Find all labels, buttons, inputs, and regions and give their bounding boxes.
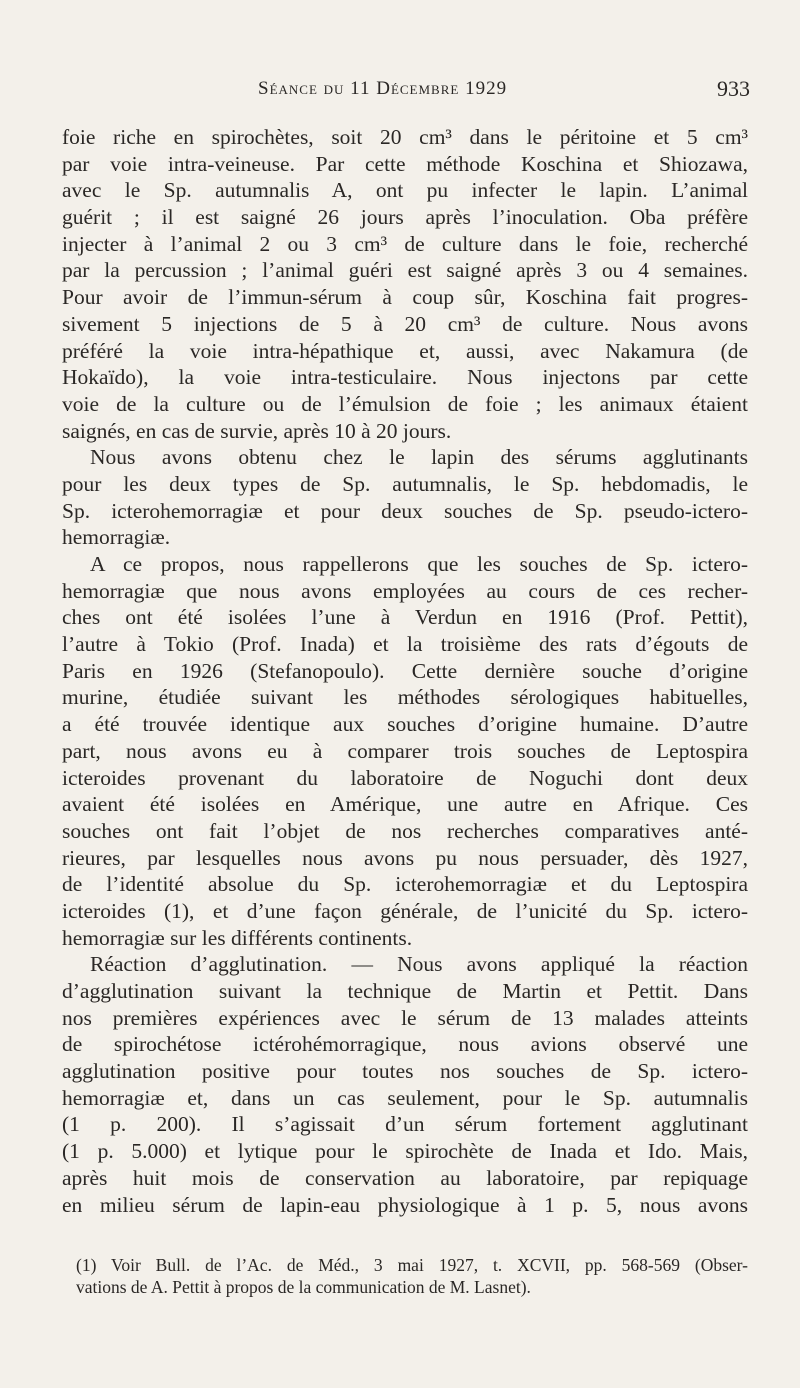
text-line: saignés, en cas de survie, après 10 à 20 jours. — [62, 418, 452, 443]
footnote-line: (1) Voir Bull. de l’Ac. de Méd., 3 mai 1927, t. XCVII, pp. 568-569 (Obser- — [76, 1255, 748, 1275]
footnote-line: vations de A. Pettit à propos de la communication de M. Lasnet). — [76, 1277, 531, 1297]
text-line: par la percussion ; l’animal guéri est saigné après 3 ou 4 semaines. — [62, 258, 748, 283]
text-line: sivement 5 injections de 5 à 20 cm³ de culture. Nous avons — [62, 311, 748, 336]
text-line: par voie intra-veineuse. Par cette méthode Koschina et Shiozawa, — [62, 151, 748, 176]
text-line: pour les deux types de Sp. autumnalis, le Sp. hebdomadis, le — [62, 471, 748, 496]
text-line: injecter à l’animal 2 ou 3 cm³ de culture dans le foie, recherché — [62, 231, 748, 256]
text-line: Pour avoir de l’immun-sérum à coup sûr, Koschina fait progres- — [62, 285, 748, 310]
text-line: murine, étudiée suivant les méthodes sérologiques habituelles, — [62, 685, 748, 710]
paragraph-first-line: A ce propos, nous rappellerons que les souches de Sp. ictero- — [90, 552, 748, 576]
text-line: d’agglutination suivant la technique de Martin et Pettit. Dans — [62, 979, 748, 1003]
text-line: a été trouvée identique aux souches d’origine humaine. D’autre — [62, 712, 748, 737]
text-line: Sp. icterohemorragiæ et pour deux souches de Sp. pseudo-ictero- — [62, 498, 748, 523]
running-title: Séance du 11 Décembre 1929 — [258, 78, 508, 99]
text-line: hemorragiæ que nous avons employées au cours de ces recher- — [62, 578, 748, 603]
text-line: agglutination positive pour toutes nos souches de Sp. ictero- — [62, 1059, 748, 1084]
text-line: hemorragiæ et, dans un cas seulement, pour le Sp. autumnalis — [62, 1085, 748, 1110]
text-line: rieures, par lesquelles nous avons pu nous persuader, dès 1927, — [62, 845, 748, 870]
text-line: icteroides (1), et d’une façon générale, de l’unicité du Sp. ictero- — [62, 898, 748, 923]
text-line: guérit ; il est saigné 26 jours après l’inoculation. Oba préfère — [62, 205, 748, 230]
body-text — [62, 124, 748, 1218]
text-line: hemorragiæ sur les différents continents. — [62, 925, 413, 950]
text-line: souches ont fait l’objet de nos recherches comparatives anté- — [62, 818, 748, 843]
text-line: foie riche en spirochètes, soit 20 cm³ dans le péritoine et 5 cm³ — [62, 125, 748, 149]
text-line: avaient été isolées en Amérique, une autre en Afrique. Ces — [62, 792, 748, 817]
text-line: en milieu sérum de lapin-eau physiologique à 1 p. 5, nous avons — [62, 1192, 748, 1217]
text-line: hemorragiæ. — [62, 525, 171, 550]
text-line: Paris en 1926 (Stefanopoulo). Cette dernière souche d’origine — [62, 658, 748, 683]
text-line: préféré la voie intra-hépathique et, aussi, avec Nakamura (de — [62, 338, 748, 363]
text-line: avec le Sp. autumnalis A, ont pu infecter le lapin. L’animal — [62, 178, 748, 203]
text-line: (1 p. 200). Il s’agissait d’un sérum fortement agglutinant — [62, 1112, 748, 1137]
text-line: l’autre à Tokio (Prof. Inada) et la troisième des rats d’égouts de — [62, 632, 748, 657]
text-line: voie de la culture ou de l’émulsion de foie ; les animaux étaient — [62, 391, 748, 416]
text-line: nos premières expériences avec le sérum de 13 malades atteints — [62, 1005, 748, 1030]
page-number: 933 — [717, 76, 750, 101]
text-line: part, nous avons eu à comparer trois souches de Leptospira — [62, 738, 748, 763]
text-line: (1 p. 5.000) et lytique pour le spirochète de Inada et Ido. Mais, — [62, 1139, 748, 1164]
paragraph-first-line: Nous avons obtenu chez le lapin des sérums agglutinants — [90, 445, 748, 470]
text-line: après huit mois de conservation au laboratoire, par repiquage — [62, 1165, 748, 1190]
text-line: Hokaïdo), la voie intra-testiculaire. Nous injectons par cette — [62, 365, 748, 390]
text-line: icteroides provenant du laboratoire de Noguchi dont deux — [62, 765, 748, 790]
footnote — [76, 1254, 748, 1298]
section-heading-line: Réaction d’agglutination. — Nous avons appliqué la réaction — [90, 952, 748, 977]
text-line: de spirochétose ictérohémorragique, nous avions observé une — [62, 1032, 748, 1057]
text-line: de l’identité absolue du Sp. icterohemorragiæ et du Leptospira — [62, 872, 748, 897]
running-head — [0, 74, 800, 104]
text-line: ches ont été isolées l’une à Verdun en 1916 (Prof. Pettit), — [62, 605, 748, 630]
